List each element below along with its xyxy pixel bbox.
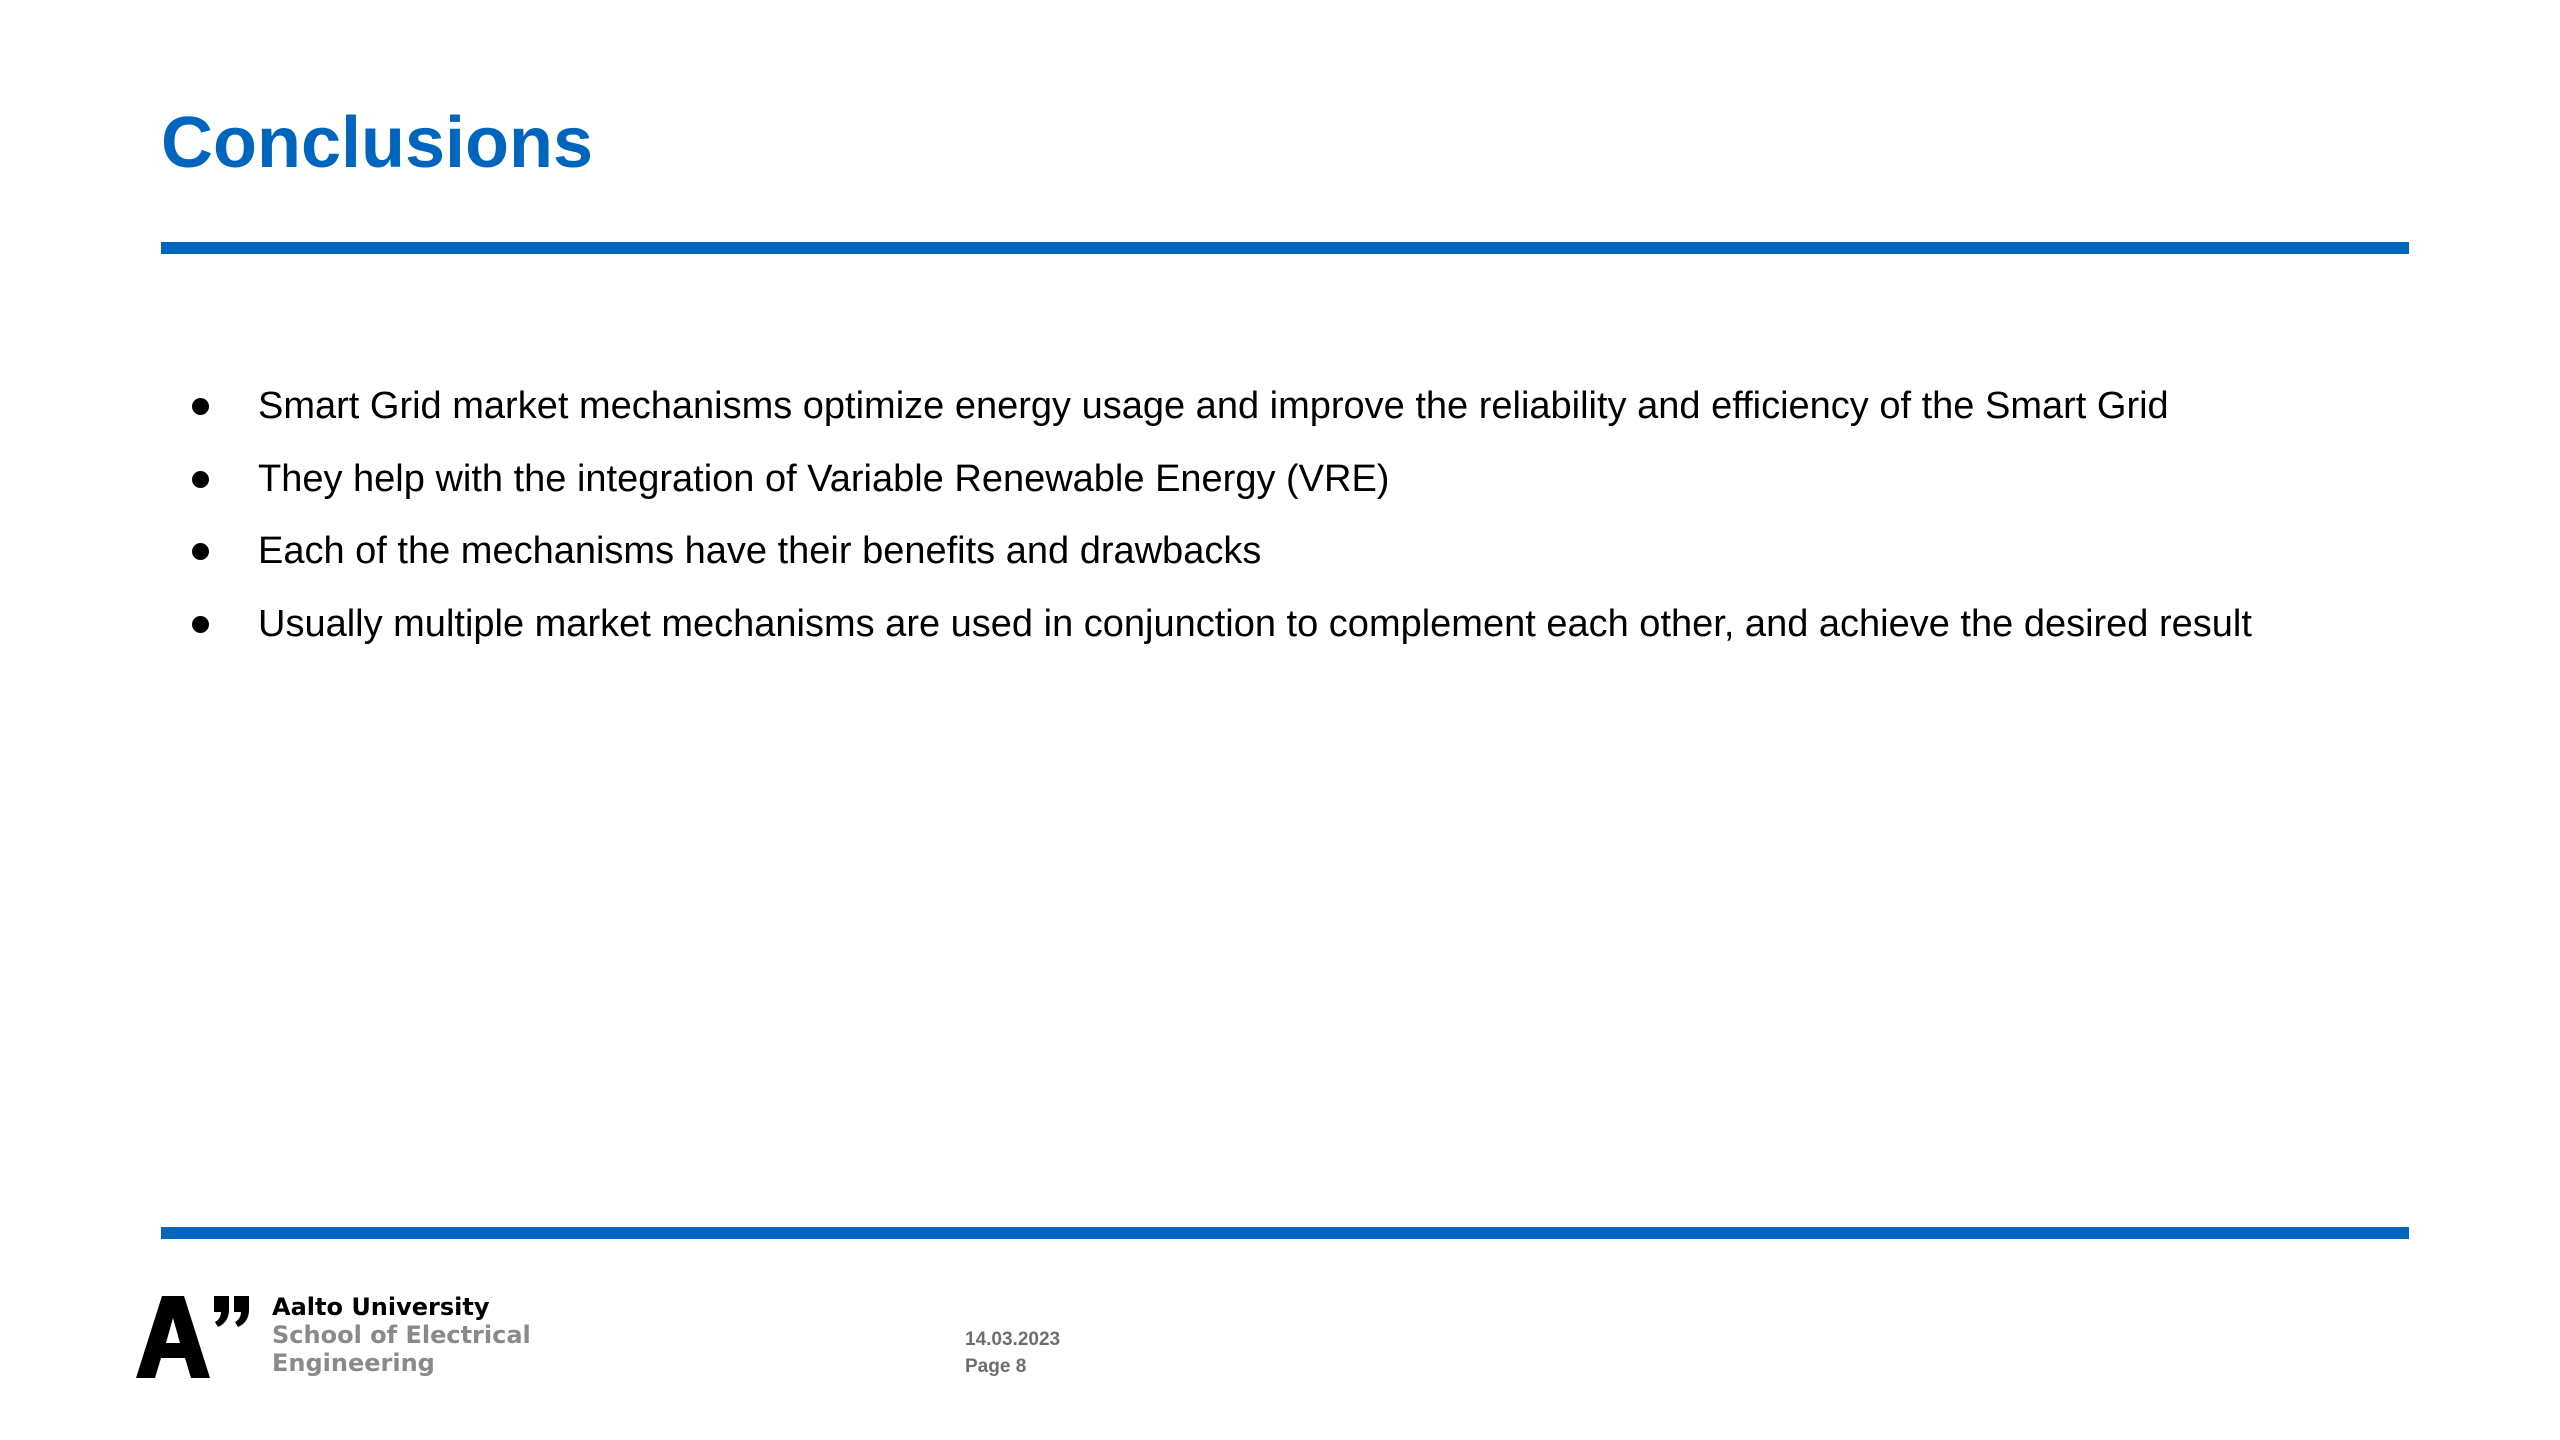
university-name: Aalto University [272, 1293, 490, 1321]
slide-title: Conclusions [161, 103, 594, 183]
organization-name [272, 1293, 531, 1377]
bullet-icon [192, 616, 209, 633]
bullet-item [180, 515, 2252, 588]
bullet-text: Smart Grid market mechanisms optimize energy usage and improve the reliability and efficiency of the Smart Grid [258, 385, 2169, 427]
footer-divider [161, 1227, 2409, 1239]
bullet-item [180, 443, 2252, 516]
bullet-item [180, 588, 2252, 661]
bullet-icon [192, 471, 209, 488]
page-number: Page 8 [965, 1356, 1027, 1377]
title-divider [161, 242, 2409, 254]
footer-meta [965, 1326, 1060, 1380]
bullet-icon [192, 543, 209, 560]
bullet-item [180, 370, 2252, 443]
presentation-date: 14.03.2023 [965, 1329, 1061, 1350]
aalto-logo-icon [134, 1290, 254, 1380]
bullet-text: Usually multiple market mechanisms are used in conjunction to complement each other, and achieve the desired result [258, 602, 2252, 645]
bullet-icon [192, 398, 209, 415]
bullet-list [180, 370, 2252, 660]
bullet-text: They help with the integration of Variable Renewable Energy (VRE) [258, 457, 1390, 500]
school-name-line1: School of Electrical [272, 1321, 531, 1349]
school-name-line2: Engineering [272, 1349, 435, 1377]
bullet-text: Each of the mechanisms have their benefits and drawbacks [258, 530, 1262, 572]
